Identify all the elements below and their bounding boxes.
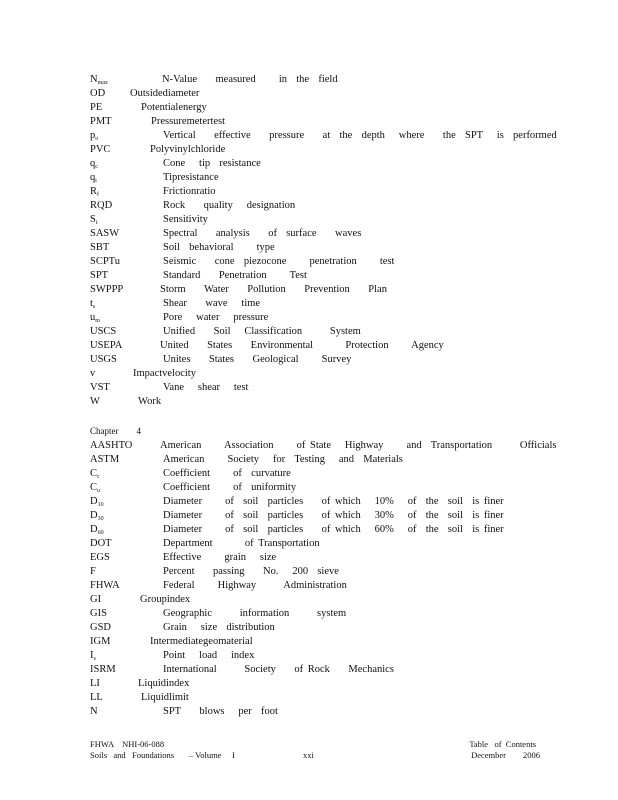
definition: SPT blows per foot [163, 706, 278, 717]
abbreviation: USCS [90, 326, 117, 337]
definition: Liquidindex [138, 678, 190, 689]
definition: American Society for Testing and Materials [163, 454, 403, 465]
abbreviation: GSD [90, 622, 112, 633]
abbreviation: SPT [90, 270, 109, 281]
definition: Department of Transportation [163, 538, 320, 549]
abbreviation: $S_t$ [90, 214, 98, 226]
definition: Pore water pressure [163, 312, 269, 323]
abbreviation: $p_o$ [90, 130, 99, 142]
definition: Intermediategeomaterial [150, 636, 253, 647]
definition: International Society of Rock Mechanics [163, 664, 394, 675]
abbreviation: $R_f$ [90, 186, 100, 198]
abbreviation: LI [90, 678, 100, 689]
definition: Tipresistance [163, 172, 219, 183]
definition: Standard Penetration Test [163, 270, 307, 281]
footer-right-line2: December 2006 [471, 750, 540, 760]
definition: Federal Highway Administration [163, 580, 347, 591]
abbreviation: $C_c$ [90, 468, 100, 480]
definition: Vane shear test [163, 382, 249, 393]
definition: Soil behavioral type [163, 242, 275, 253]
footer-left-line2: Soils and Foundations – Volume I [90, 750, 235, 760]
definition: Groupindex [140, 594, 191, 605]
abbreviation: PMT [90, 116, 112, 127]
definition: United States Environmental Protection Agency [160, 340, 444, 351]
definition: Sensitivity [163, 214, 208, 225]
definition: Polyvinylchloride [150, 144, 226, 155]
definition: Diameter of soil particles of which 60% of the soil is finer [163, 524, 504, 535]
abbreviation: ISRM [90, 664, 116, 675]
definition: Pressuremetertest [151, 116, 226, 127]
definition: Frictionratio [163, 186, 216, 197]
definition: Shear wave time [163, 298, 261, 309]
footer-right-line1: Table of Contents [469, 739, 536, 749]
abbreviation: $t_s$ [90, 298, 96, 310]
definition: Cone tip resistance [163, 158, 261, 169]
abbreviation: SCPTu [90, 256, 120, 267]
abbreviation: $I_s$ [90, 650, 96, 662]
abbreviation: GI [90, 594, 102, 605]
definition: Liquidlimit [141, 692, 189, 703]
abbreviation: VST [90, 382, 110, 393]
abbreviation: GIS [90, 608, 107, 619]
definition: Impactvelocity [133, 368, 196, 379]
abbreviation: $q_c$ [90, 158, 98, 170]
abbreviation: LL [90, 692, 103, 703]
abbreviation: FHWA [90, 580, 120, 591]
abbreviation: AASHTO [90, 440, 133, 451]
definition: Storm Water Pollution Prevention Plan [160, 284, 387, 295]
definition: Unified Soil Classification System [163, 326, 361, 337]
abbreviation: PVC [90, 144, 111, 155]
definition: Unites States Geological Survey [163, 354, 352, 365]
abbreviation: $D_{60}$ [90, 524, 104, 536]
abbreviation: $q_t$ [90, 172, 97, 184]
definition: American Association of State Highway and Transportation Officials [160, 440, 557, 451]
definition: Spectral analysis of surface waves [163, 228, 362, 239]
abbreviation: IGM [90, 636, 111, 647]
definition: Rock quality designation [163, 200, 296, 211]
definition: Diameter of soil particles of which 30% of the soil is finer [163, 510, 504, 521]
definition: Effective grain size [163, 552, 277, 563]
definition: Work [138, 396, 162, 407]
abbreviation: SBT [90, 242, 110, 253]
abbreviation: v [90, 368, 96, 379]
abbreviation: $D_{10}$ [90, 496, 104, 508]
abbreviation: SWPPP [90, 284, 124, 295]
abbreviation: W [90, 396, 100, 407]
abbreviation: $N_{max}$ [90, 74, 108, 86]
abbreviation: RQD [90, 200, 113, 211]
page-number: xxi [303, 750, 314, 760]
abbreviation: $D_{30}$ [90, 510, 104, 522]
definition: Coefficient of uniformity [163, 482, 297, 493]
abbreviation: USEPA [90, 340, 123, 351]
definition: Coefficient of curvature [163, 468, 291, 479]
abbreviation: N [90, 706, 98, 717]
definition: Percent passing No. 200 sieve [163, 566, 339, 577]
definition: Seismic cone piezocone penetration test [163, 256, 395, 267]
chapter-heading: Chapter 4 [90, 426, 141, 436]
abbreviation: $u_m$ [90, 312, 100, 324]
abbreviation: ASTM [90, 454, 120, 465]
definition: Outsidediameter [130, 88, 200, 99]
abbreviation: PE [90, 102, 103, 113]
abbreviation: USGS [90, 354, 117, 365]
definition: Geographic information system [163, 608, 347, 619]
definition: N-Value measured in the field [162, 74, 338, 85]
footer-left-line1: FHWA NHI-06-088 [90, 739, 165, 749]
abbreviation: F [90, 566, 96, 577]
definition: Point load index [163, 650, 255, 661]
definition: Grain size distribution [163, 622, 275, 633]
definition: Potentialenergy [141, 102, 207, 113]
abbreviation: OD [90, 88, 106, 99]
definition: Vertical effective pressure at the depth where the SPT is performed [163, 130, 557, 141]
abbreviation: DOT [90, 538, 112, 549]
abbreviation: $C_u$ [90, 482, 101, 494]
abbreviation: SASW [90, 228, 120, 239]
abbreviation: EGS [90, 552, 110, 563]
definition: Diameter of soil particles of which 10% of the soil is finer [163, 496, 504, 507]
